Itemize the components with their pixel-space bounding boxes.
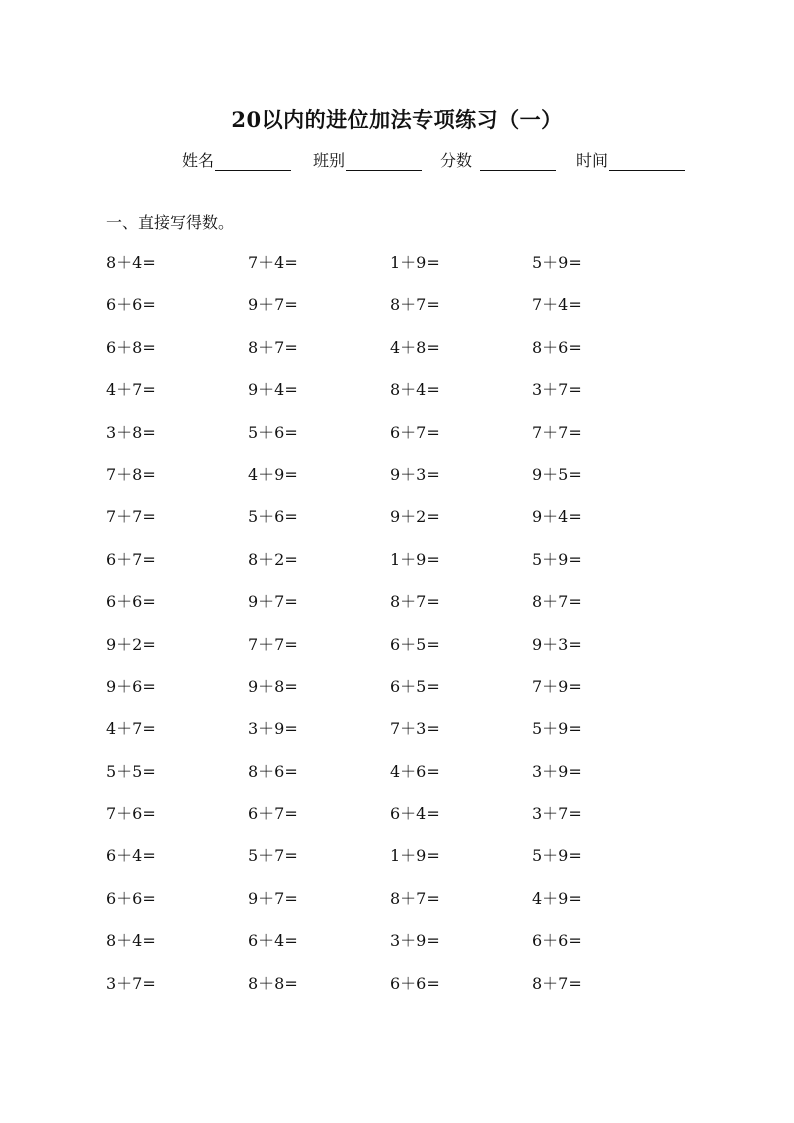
problem-item: 7＋7= xyxy=(106,507,156,527)
problem-item: 9＋6= xyxy=(106,676,156,696)
problem-item: 3＋7= xyxy=(532,380,582,400)
section-title: 一、直接写得数。 xyxy=(106,213,235,232)
name-label: 姓名 xyxy=(182,151,215,170)
problem-item: 3＋7= xyxy=(532,804,582,824)
problem-item: 5＋6= xyxy=(248,507,298,527)
name-field[interactable] xyxy=(182,148,291,171)
problem-item: 9＋2= xyxy=(390,507,440,527)
problem-item: 7＋6= xyxy=(106,804,156,824)
score-blank[interactable] xyxy=(480,154,556,171)
problem-item: 5＋6= xyxy=(248,422,298,442)
problem-item: 9＋4= xyxy=(248,380,298,400)
page-title: 20以内的进位加法专项练习（一） xyxy=(231,107,563,132)
problem-item: 9＋7= xyxy=(248,295,298,315)
problem-item: 6＋4= xyxy=(390,804,440,824)
problem-item: 6＋6= xyxy=(106,295,156,315)
problem-item: 6＋4= xyxy=(106,846,156,866)
name-blank[interactable] xyxy=(215,154,291,171)
problem-item: 9＋3= xyxy=(532,634,582,654)
time-field[interactable] xyxy=(576,148,685,171)
problem-item: 6＋6= xyxy=(532,931,582,951)
problem-item: 4＋9= xyxy=(248,464,298,484)
problem-item: 5＋9= xyxy=(532,719,582,739)
problem-item: 8＋7= xyxy=(248,337,298,357)
problem-item: 6＋6= xyxy=(106,888,156,908)
problem-item: 8＋7= xyxy=(390,592,440,612)
problem-item: 6＋6= xyxy=(106,592,156,612)
problem-item: 4＋7= xyxy=(106,719,156,739)
problem-item: 8＋8= xyxy=(248,973,298,993)
problem-item: 7＋4= xyxy=(248,253,298,272)
problem-item: 8＋7= xyxy=(532,973,582,993)
time-blank[interactable] xyxy=(609,154,685,171)
problem-item: 3＋9= xyxy=(390,931,440,951)
problem-item: 9＋7= xyxy=(248,888,298,908)
problem-item: 8＋6= xyxy=(248,761,298,781)
problem-item: 7＋7= xyxy=(248,634,298,654)
problem-item: 8＋4= xyxy=(106,253,156,272)
problem-item: 6＋5= xyxy=(390,634,440,654)
time-label: 时间 xyxy=(576,151,609,170)
problem-item: 3＋8= xyxy=(106,422,156,442)
problem-item: 8＋4= xyxy=(390,380,440,400)
problem-item: 1＋9= xyxy=(390,846,440,866)
problem-item: 6＋7= xyxy=(106,549,156,569)
problem-item: 7＋7= xyxy=(532,422,582,442)
problem-item: 7＋3= xyxy=(390,719,440,739)
problem-item: 7＋9= xyxy=(532,676,582,696)
problem-item: 4＋9= xyxy=(532,888,582,908)
problem-item: 4＋7= xyxy=(106,380,156,400)
problem-item: 8＋4= xyxy=(106,931,156,951)
problem-item: 9＋2= xyxy=(106,634,156,654)
problem-item: 7＋8= xyxy=(106,464,156,484)
problem-item: 3＋9= xyxy=(248,719,298,739)
problem-item: 3＋7= xyxy=(106,973,156,993)
problem-item: 8＋6= xyxy=(532,337,582,357)
problem-item: 8＋7= xyxy=(390,888,440,908)
problem-grid xyxy=(106,252,706,1015)
problem-item: 5＋9= xyxy=(532,549,582,569)
score-field[interactable] xyxy=(440,148,556,171)
problem-item: 9＋3= xyxy=(390,464,440,484)
problem-item: 5＋5= xyxy=(106,761,156,781)
problem-item: 8＋7= xyxy=(532,592,582,612)
problem-item: 6＋7= xyxy=(390,422,440,442)
problem-item: 1＋9= xyxy=(390,549,440,569)
problem-item: 9＋5= xyxy=(532,464,582,484)
problem-item: 6＋6= xyxy=(390,973,440,993)
problem-item: 1＋9= xyxy=(390,253,440,272)
problem-item: 9＋7= xyxy=(248,592,298,612)
problem-item: 7＋4= xyxy=(532,295,582,315)
problem-item: 8＋7= xyxy=(390,295,440,315)
problem-item: 6＋7= xyxy=(248,804,298,824)
problem-item: 8＋2= xyxy=(248,549,298,569)
problem-item: 9＋8= xyxy=(248,676,298,696)
problem-item: 6＋8= xyxy=(106,337,156,357)
class-blank[interactable] xyxy=(346,154,422,171)
problem-item: 4＋8= xyxy=(390,337,440,357)
problem-item: 3＋9= xyxy=(532,761,582,781)
problem-item: 5＋9= xyxy=(532,846,582,866)
class-field[interactable] xyxy=(313,148,422,171)
class-label: 班别 xyxy=(313,151,346,170)
problem-item: 5＋7= xyxy=(248,846,298,866)
problem-item: 6＋5= xyxy=(390,676,440,696)
problem-item: 4＋6= xyxy=(390,761,440,781)
problem-item: 5＋9= xyxy=(532,253,582,272)
problem-item: 6＋4= xyxy=(248,931,298,951)
problem-item: 9＋4= xyxy=(532,507,582,527)
score-label: 分数 xyxy=(440,151,473,170)
